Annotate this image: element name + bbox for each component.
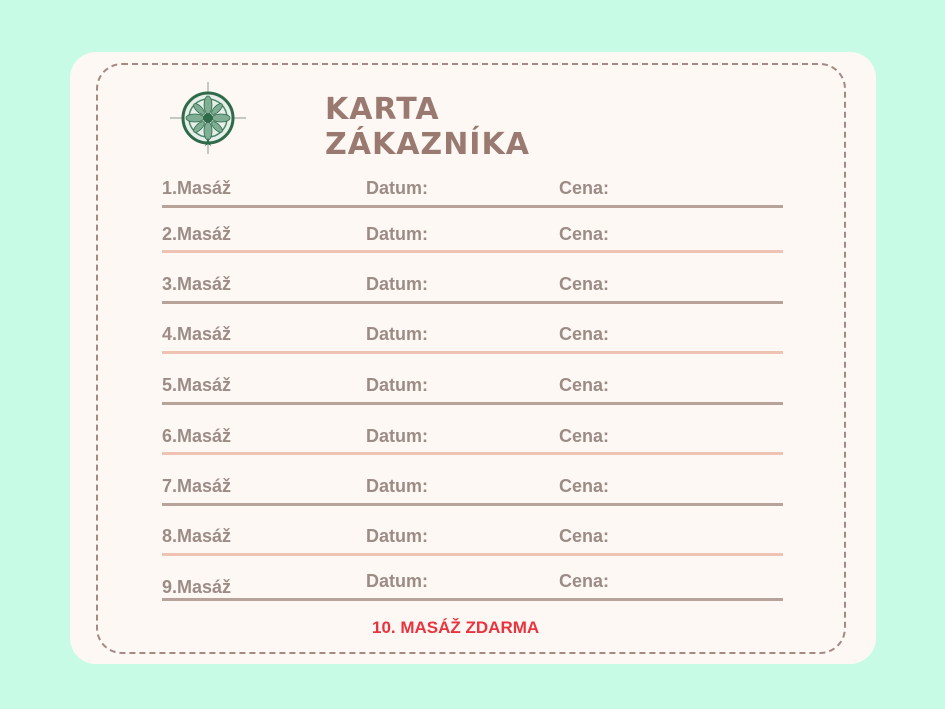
row-divider xyxy=(162,351,783,354)
date-field-label: Datum: xyxy=(366,476,428,496)
price-field-label: Cena: xyxy=(559,571,610,591)
price-field-label: Cena: xyxy=(559,178,610,198)
massage-label: 6.Masáž xyxy=(162,426,232,446)
price-field-label: Cena: xyxy=(559,324,610,344)
price-field-label: Cena: xyxy=(559,426,610,446)
price-field-label: Cena: xyxy=(559,476,610,496)
row-divider xyxy=(162,402,783,405)
massage-label: 9.Masáž xyxy=(162,577,232,597)
massage-row xyxy=(162,476,783,506)
massage-row xyxy=(162,324,783,354)
massage-label: 7.Masáž xyxy=(162,476,232,496)
row-divider xyxy=(162,250,783,253)
row-divider xyxy=(162,598,783,601)
massage-row xyxy=(162,426,783,455)
mandala-compass-logo xyxy=(168,80,248,156)
massage-label: 1.Masáž xyxy=(162,178,232,198)
massage-label: 2.Masáž xyxy=(162,224,232,244)
massage-label: 8.Masáž xyxy=(162,526,232,546)
massage-row xyxy=(162,526,783,556)
price-field-label: Cena: xyxy=(559,526,610,546)
row-divider xyxy=(162,205,783,208)
massage-row xyxy=(162,571,783,601)
date-field-label: Datum: xyxy=(366,571,428,591)
price-field-label: Cena: xyxy=(559,375,610,395)
massage-label: 5.Masáž xyxy=(162,375,232,395)
massage-row xyxy=(162,274,783,304)
card-title: KARTA ZÁKAZNÍKA xyxy=(325,92,530,162)
row-divider xyxy=(162,553,783,556)
massage-label: 3.Masáž xyxy=(162,274,232,294)
row-divider xyxy=(162,301,783,304)
free-massage-note: 10. MASÁŽ ZDARMA xyxy=(372,618,540,637)
date-field-label: Datum: xyxy=(366,178,428,198)
massage-row xyxy=(162,375,783,405)
row-divider xyxy=(162,452,783,455)
date-field-label: Datum: xyxy=(366,426,428,446)
date-field-label: Datum: xyxy=(366,375,428,395)
date-field-label: Datum: xyxy=(366,324,428,344)
price-field-label: Cena: xyxy=(559,224,610,244)
massage-label: 4.Masáž xyxy=(162,324,232,344)
date-field-label: Datum: xyxy=(366,526,428,546)
massage-row xyxy=(162,178,783,208)
massage-row xyxy=(162,224,783,253)
row-divider xyxy=(162,503,783,506)
date-field-label: Datum: xyxy=(366,224,428,244)
date-field-label: Datum: xyxy=(366,274,428,294)
price-field-label: Cena: xyxy=(559,274,610,294)
